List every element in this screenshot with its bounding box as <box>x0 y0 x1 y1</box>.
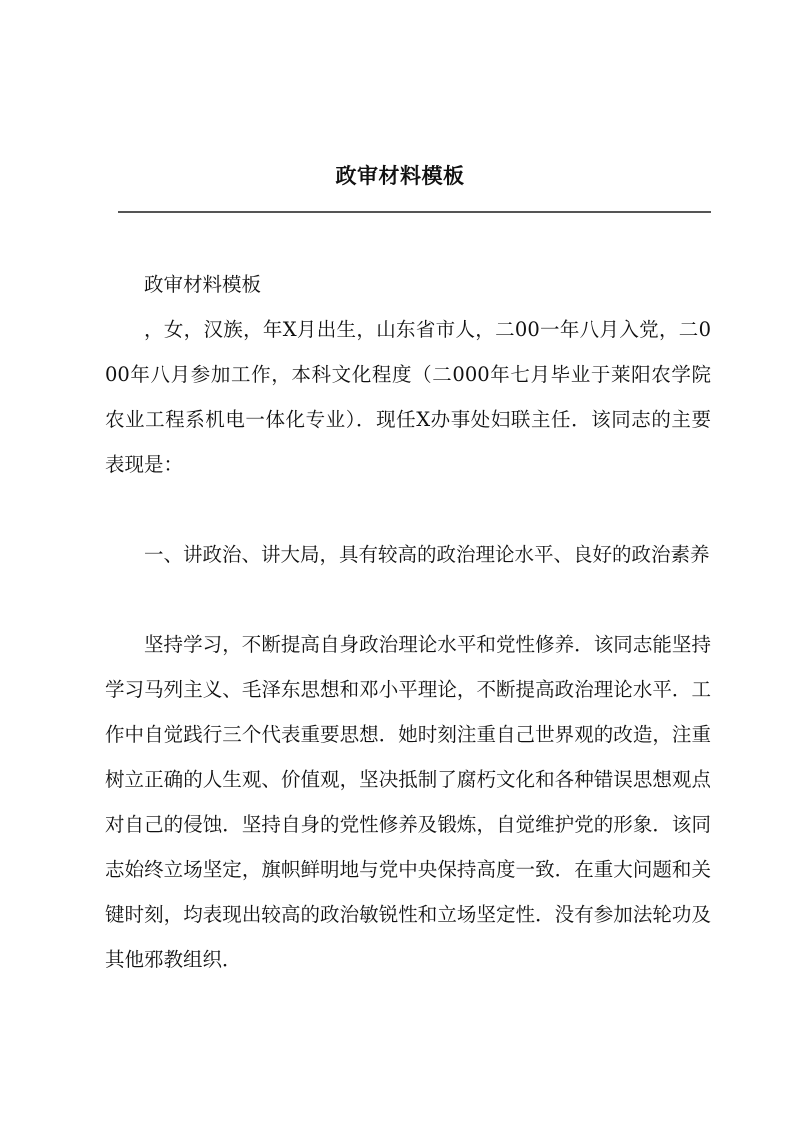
paragraph-spacer <box>105 487 711 532</box>
paragraph-profile: ，女，汉族，年X月出生，山东省市人，二00一年八月入党，二000年八月参加工作，本科文化程度（二000年七月毕业于莱阳农学院农业工程系机电一体化专业）．现任X办事处妇联主任．该同志的主要表现是： <box>105 318 711 476</box>
title-divider <box>118 211 711 213</box>
section-heading-politics: 一、讲政治、讲大局，具有较高的政治理论水平、良好的政治素养 <box>144 543 710 566</box>
document-body <box>105 262 711 982</box>
paragraph-spacer <box>105 577 711 622</box>
paragraph-heading: 政审材料模板 <box>144 273 262 296</box>
document-title: 政审材料模板 <box>335 163 465 188</box>
paragraph-study: 坚持学习，不断提高自身政治理论水平和党性修养．该同志能坚持学习马列主义、毛泽东思想和邓小平理论，不断提高政治理论水平．工作中自觉践行三个代表重要思想．她时刻注重自己世界观的改造，注重树立正确的人生观、价值观，坚决抵制了腐朽文化和各种错误思想观点对自己的侵蚀．坚持自身的党性修养及锻炼，自觉维护党的形象．该同志始终立场坚定，旗帜鲜明地与党中央保持高度一致．在重大问题和关键时刻，均表现出较高的政治敏锐性和立场坚定性．没有参加法轮功及其他邪教组织． <box>105 633 711 971</box>
